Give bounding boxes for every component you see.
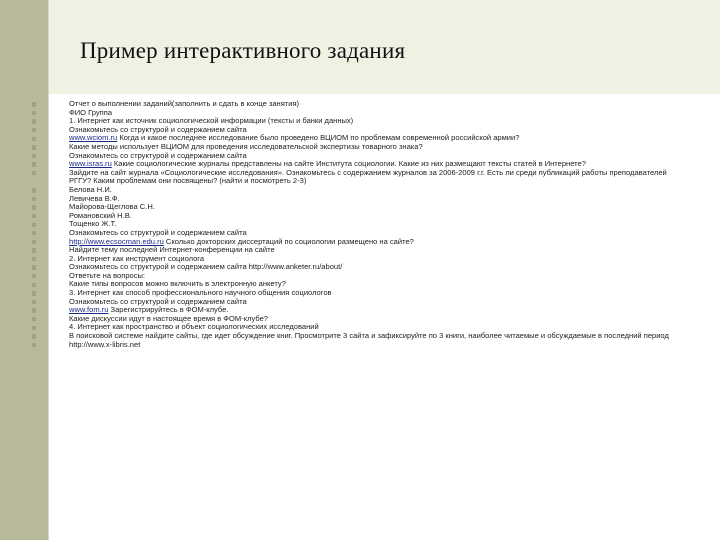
square-bullet-icon bbox=[32, 119, 36, 123]
item-text: Отчет о выполнении заданий(заполнить и сдать в конце занятия) bbox=[69, 99, 300, 108]
list-item bbox=[32, 169, 682, 186]
item-text: 2. Интернет как инструмент социолога bbox=[69, 253, 205, 263]
item-text: Какие типы вопросов можно включить в электронную анкету? bbox=[69, 279, 286, 289]
item-text: Зайдите на сайт журнала «Социологические исследования». Ознакомьтесь с содержанием журналов за 2006-2009 г.г. Есть ли среди публикаций работы преподавателей РГГУ? Каким проблемам они посвящены? (найти и посмотреть 2-3) bbox=[69, 167, 667, 186]
list-item bbox=[32, 212, 682, 221]
square-bullet-icon bbox=[32, 111, 36, 115]
square-bullet-icon bbox=[32, 223, 36, 227]
square-bullet-icon bbox=[32, 137, 36, 141]
square-bullet-icon bbox=[32, 326, 36, 330]
square-bullet-icon bbox=[32, 154, 36, 158]
item-text: Ознакомьтесь со структурой и содержанием сайта bbox=[69, 124, 247, 134]
item-text: Найдите тему последней Интернет-конференции на сайте bbox=[69, 245, 275, 255]
square-bullet-icon bbox=[32, 265, 36, 269]
square-bullet-icon bbox=[32, 274, 36, 278]
square-bullet-icon bbox=[32, 214, 36, 218]
square-bullet-icon bbox=[32, 188, 36, 192]
item-text: Майорова-Щеглова С.Н. bbox=[69, 202, 155, 212]
item-link[interactable]: www.isras.ru bbox=[69, 159, 112, 169]
square-bullet-icon bbox=[32, 300, 36, 304]
item-text: Ознакомьтесь со структурой и содержанием сайта bbox=[69, 150, 247, 160]
item-link[interactable]: www.fom.ru bbox=[69, 305, 109, 315]
slide-title: Пример интерактивного задания bbox=[80, 38, 406, 63]
square-bullet-icon bbox=[32, 240, 36, 244]
item-text: Какие методы использует ВЦИОМ для проведения исследовательской экспертизы товарного знака? bbox=[69, 141, 423, 151]
square-bullet-icon bbox=[32, 283, 36, 287]
item-text: Какие социологические журналы представлены на сайте Института социологии. Какие из них размещают тексты статей в Интернете? bbox=[111, 159, 586, 169]
square-bullet-icon bbox=[32, 205, 36, 209]
square-bullet-icon bbox=[32, 308, 36, 312]
item-link[interactable]: www.wciom.ru bbox=[69, 133, 118, 143]
item-text: http://www.x-libris.net bbox=[69, 339, 141, 349]
item-text: Тощенко Ж.Т. bbox=[69, 219, 117, 229]
item-text: 4. Интернет как пространство и объект социологических исследований bbox=[69, 322, 319, 332]
square-bullet-icon bbox=[32, 248, 36, 252]
square-bullet-icon bbox=[32, 145, 36, 149]
square-bullet-icon bbox=[32, 171, 36, 175]
item-link[interactable]: http://www.ecsocman.edu.ru bbox=[69, 236, 164, 246]
list-item bbox=[32, 186, 682, 195]
square-bullet-icon bbox=[32, 102, 36, 106]
square-bullet-icon bbox=[32, 343, 36, 347]
list-item bbox=[32, 100, 682, 109]
square-bullet-icon bbox=[32, 231, 36, 235]
square-bullet-icon bbox=[32, 197, 36, 201]
square-bullet-icon bbox=[32, 162, 36, 166]
item-text: Белова Н.И. bbox=[69, 184, 112, 194]
item-text: Какие дискуссии идут в настоящее время в ФОМ-клубе? bbox=[69, 313, 268, 323]
item-text: Когда и какое последнее исследование было проведено ВЦИОМ по проблемам современной российской армии? bbox=[117, 133, 520, 143]
item-text: Ознакомьтесь со структурой и содержанием сайта http://www.anketer.ru/about/ bbox=[69, 262, 343, 272]
square-bullet-icon bbox=[32, 334, 36, 338]
item-text: Ответьте на вопросы: bbox=[69, 270, 146, 280]
item-text: В поисковой системе найдите сайты, где идет обсуждение книг. Просмотрите 3 сайта и зафиксируйте по 3 книги, наиболее читаемые и обсуждаемые в последний период bbox=[69, 331, 669, 341]
item-text: Зарегистрируйтесь в ФОМ-клубе. bbox=[108, 305, 229, 315]
item-text: Романовский Н.В. bbox=[69, 210, 132, 220]
square-bullet-icon bbox=[32, 291, 36, 295]
item-text: Ознакомьтесь со структурой и содержанием сайта bbox=[69, 296, 247, 306]
item-text: Левичева В.Ф. bbox=[69, 193, 120, 203]
square-bullet-icon bbox=[32, 257, 36, 261]
square-bullet-icon bbox=[32, 317, 36, 321]
bullet-list bbox=[32, 100, 682, 349]
square-bullet-icon bbox=[32, 128, 36, 132]
item-text: 3. Интернет как способ профессионального научного общения социологов bbox=[69, 288, 332, 298]
item-text: 1. Интернет как источник социологической информации (тексты и банки данных) bbox=[69, 116, 354, 126]
item-text: Ознакомьтесь со структурой и содержанием сайта bbox=[69, 227, 247, 237]
list-item bbox=[32, 341, 682, 350]
item-text: ФИО Группа bbox=[69, 107, 113, 117]
item-text: Сколько докторских диссертаций по социологии размещено на сайте? bbox=[163, 236, 414, 246]
